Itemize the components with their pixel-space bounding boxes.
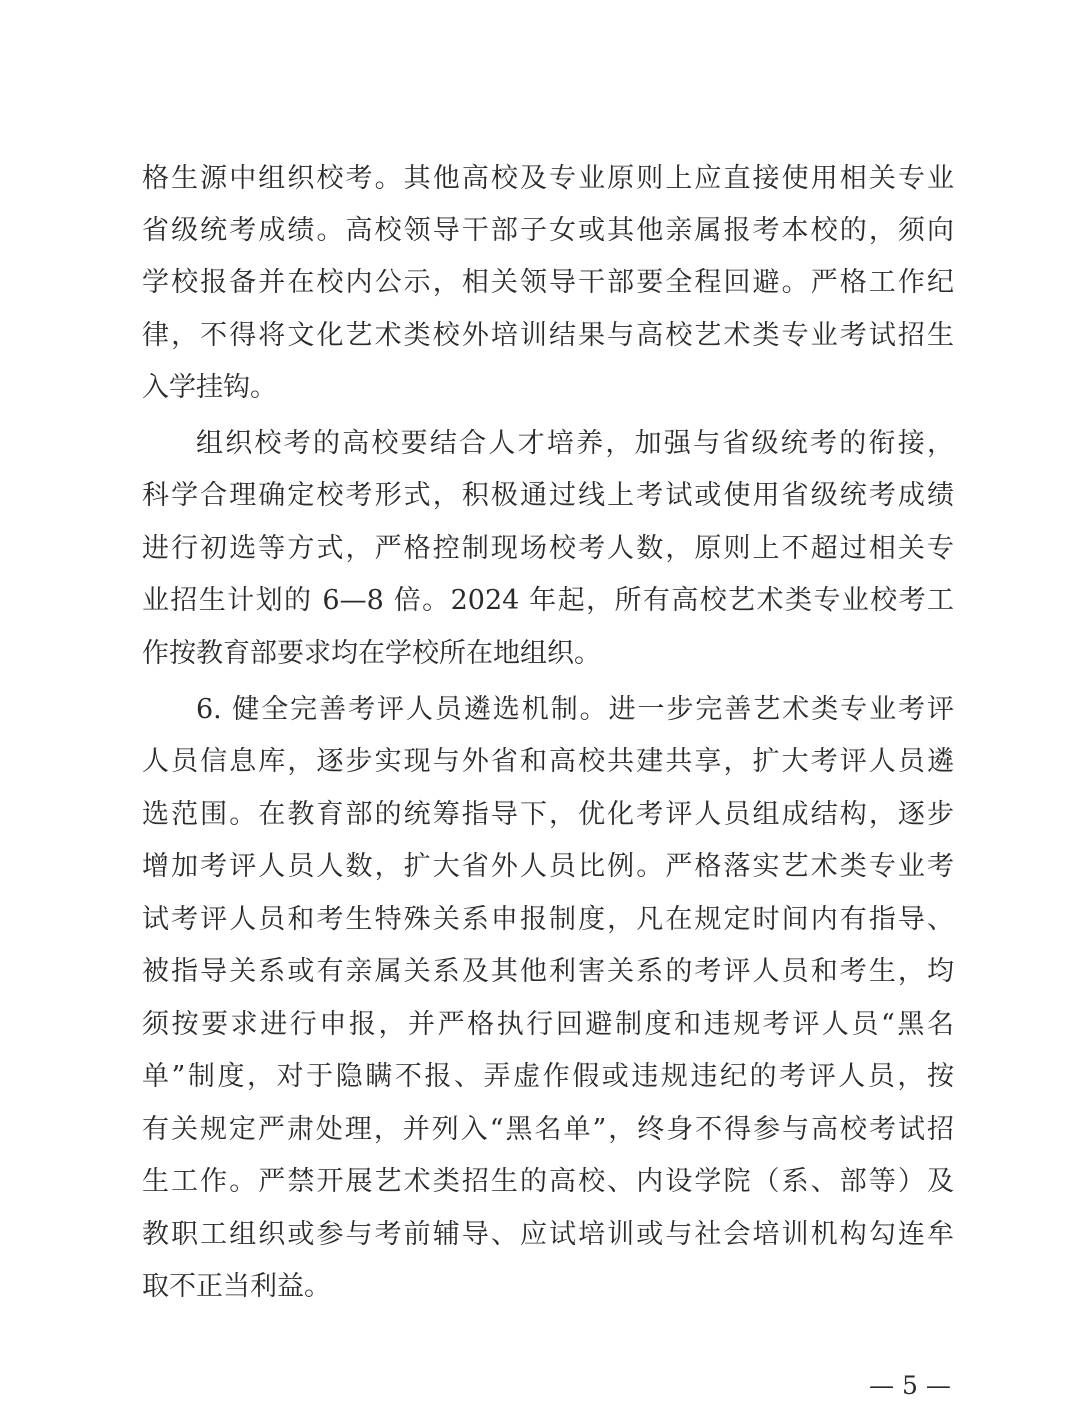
paragraph-3-line-6: 被指导关系或有亲属关系及其他利害关系的考评人员和考生，均	[142, 956, 954, 987]
paragraph-3-line-7: 须按要求进行申报，并严格执行回避制度和违规考评人员“黑名	[142, 1009, 954, 1040]
paragraph-3-line-4: 增加考评人员人数，扩大省外人员比例。严格落实艺术类专业考	[142, 851, 954, 882]
paragraph-3-line-8: 单”制度，对于隐瞒不报、弄虚作假或违规违纪的考评人员，按	[142, 1061, 954, 1092]
paragraph-3-line-12: 取不正当利益。	[142, 1271, 331, 1302]
paragraph-3-line-1: 6. 健全完善考评人员遴选机制。进一步完善艺术类专业考评	[196, 694, 954, 725]
paragraph-1-line-1: 格生源中组织校考。其他高校及专业原则上应直接使用相关专业	[142, 163, 954, 194]
paragraph-2-line-5: 作按教育部要求均在学校所在地组织。	[142, 638, 601, 669]
paragraph-2-line-1: 组织校考的高校要结合人才培养，加强与省级统考的衔接，	[196, 428, 954, 459]
paragraph-3-line-3: 选范围。在教育部的统筹指导下，优化考评人员组成结构，逐步	[142, 799, 954, 830]
paragraph-2-line-4: 业招生计划的 6—8 倍。2024 年起，所有高校艺术类专业校考工	[142, 585, 954, 616]
paragraph-1-line-4: 律，不得将文化艺术类校外培训结果与高校艺术类专业考试招生	[142, 320, 954, 351]
paragraph-3-line-10: 生工作。严禁开展艺术类招生的高校、内设学院（系、部等）及	[142, 1166, 954, 1197]
paragraph-3-line-5: 试考评人员和考生特殊关系申报制度，凡在规定时间内有指导、	[142, 904, 954, 935]
paragraph-1-line-2: 省级统考成绩。高校领导干部子女或其他亲属报考本校的，须向	[142, 215, 954, 246]
paragraph-1-line-3: 学校报备并在校内公示，相关领导干部要全程回避。严格工作纪	[142, 267, 954, 298]
paragraph-3-line-2: 人员信息库，逐步实现与外省和高校共建共享，扩大考评人员遴	[142, 746, 954, 777]
paragraph-3-line-11: 教职工组织或参与考前辅导、应试培训或与社会培训机构勾连牟	[142, 1219, 954, 1250]
paragraph-2-line-3: 进行初选等方式，严格控制现场校考人数，原则上不超过相关专	[142, 533, 954, 564]
paragraph-2-line-2: 科学合理确定校考形式，积极通过线上考试或使用省级统考成绩	[142, 480, 954, 511]
paragraph-3-line-9: 有关规定严肃处理，并列入“黑名单”，终身不得参与高校考试招	[142, 1114, 954, 1145]
paragraph-1-line-5: 入学挂钩。	[142, 372, 277, 403]
page-number: — 5 —	[869, 1371, 951, 1400]
